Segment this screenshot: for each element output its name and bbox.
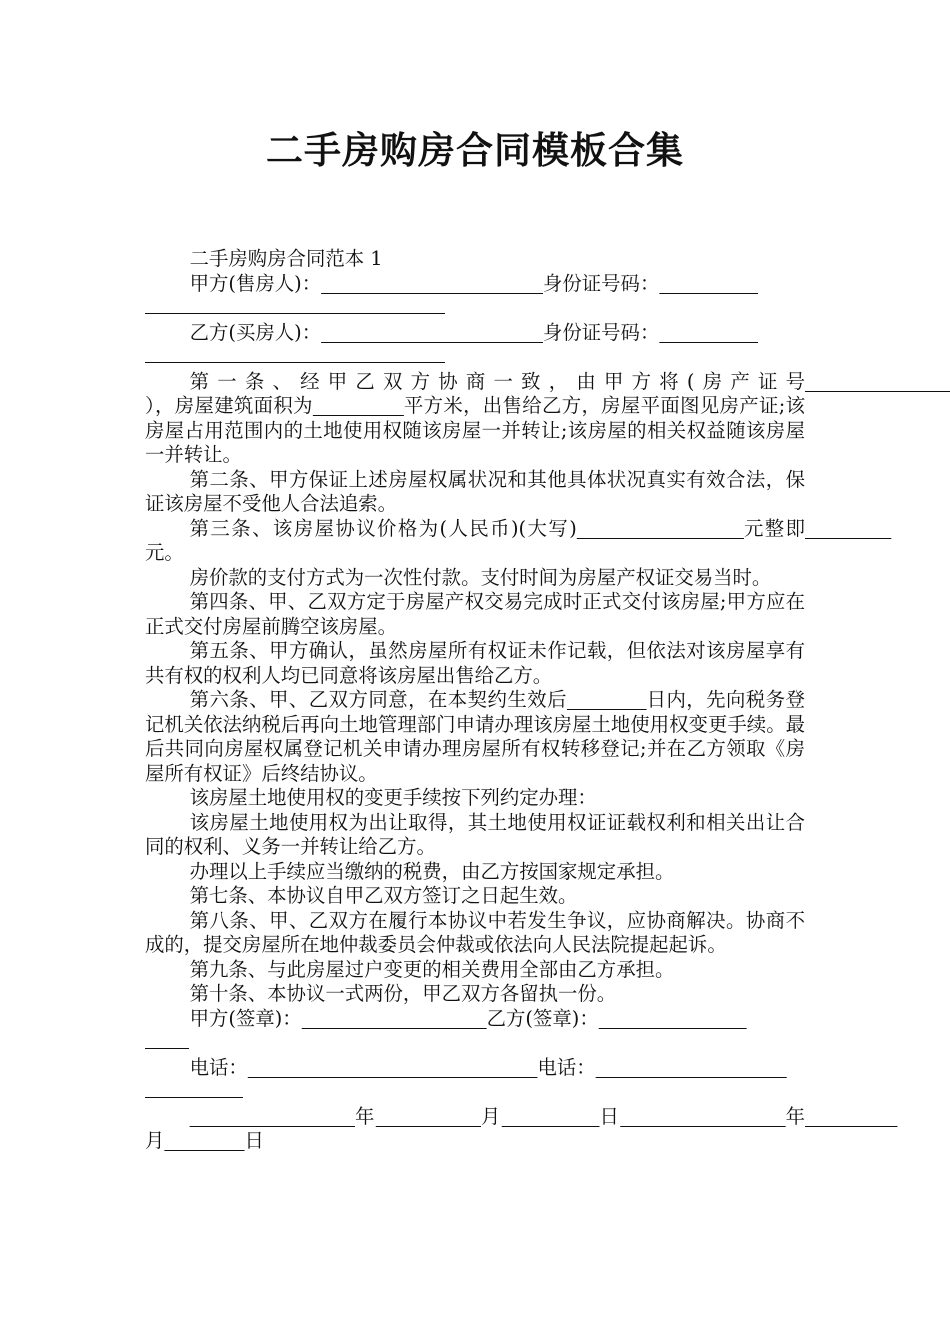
phone-continuation — [145, 1080, 805, 1105]
party-b-label: 乙方(买房人)： — [189, 320, 322, 344]
clause-3: 第三条、该房屋协议价格为(人民币)(大写) 元整即 元。 — [145, 517, 805, 566]
clause-2: 第二条、甲方保证上述房屋权属状况和其他具体状况真实有效合法，保证该房屋不受他人合法追索。 — [145, 467, 805, 515]
land-procedure-taxes: 办理以上手续应当缴纳的税费，由乙方按国家规定承担。 — [189, 859, 675, 883]
party-a-label: 甲方(售房人)： — [189, 271, 322, 295]
party-b-id-continuation — [145, 345, 805, 370]
phone-line — [145, 1056, 805, 1081]
date-line: 年 月 日 年 月 日 — [145, 1105, 805, 1154]
price-number-blank — [805, 517, 891, 540]
month-b-blank — [805, 1105, 897, 1128]
party-a-signature-label: 甲方(签章)： — [189, 1006, 302, 1030]
phone-b-label: 电话： — [537, 1055, 596, 1079]
price-words-blank — [577, 517, 744, 540]
party-a-id-blank — [659, 272, 758, 295]
contract-heading: 二手房购房合同范本 1 — [189, 247, 383, 270]
clause-6: 第六条、甲、乙双方同意，在本契约生效后 日内，先向税务登记机关依法纳税后再向土地管理部门申请办理该房屋土地使用权变更手续。最后共同向房屋权属登记机关申请办理房屋所有权转移登记;并在乙方领取《房屋所有权证》后终结协议。 — [145, 688, 805, 785]
phone-b-blank — [596, 1056, 787, 1079]
clause-8: 第八条、甲、乙双方在履行本协议中若发生争议，应协商解决。协商不成的，提交房屋所在地仲裁委员会仲裁或依法向人民法院提起起诉。 — [145, 908, 805, 956]
contract-body — [145, 247, 805, 1154]
payment-terms: 房价款的支付方式为一次性付款。支付时间为房屋产权证交易当时。 — [189, 565, 772, 589]
signature-line — [145, 1007, 805, 1032]
year-a-blank — [190, 1105, 355, 1128]
land-procedure-detail: 该房屋土地使用权为出让取得，其土地使用权证证载权利和相关出让合同的权利、义务一并转让给乙方。 — [145, 810, 805, 858]
clause-1: 第一条、经甲乙双方协商一致，由甲方将(房产证号 ），房屋建筑面积为 平方米，出售给乙方，房屋平面图见房产证;该房屋占用范围内的土地使用权随该房屋一并转让;该房屋的相关权益随该房屋一并转让。 — [145, 370, 805, 468]
phone-a-blank — [248, 1056, 538, 1079]
month-a-blank — [376, 1105, 481, 1128]
clause-5: 第五条、甲方确认，虽然房屋所有权证未作记载，但依法对该房屋享有共有权的权利人均已同意将该房屋出售给乙方。 — [145, 639, 805, 687]
party-b-id-blank — [659, 321, 758, 344]
days-blank — [567, 688, 647, 711]
party-a-signature-blank — [302, 1007, 487, 1030]
day-a-blank — [502, 1105, 600, 1128]
year-b-blank — [620, 1105, 785, 1128]
party-b-id-label: 身份证号码： — [543, 320, 660, 344]
party-a-name-blank — [321, 272, 543, 295]
certificate-number-blank — [805, 370, 950, 393]
party-b-line — [145, 321, 805, 346]
party-a-id-label: 身份证号码： — [543, 271, 660, 295]
signature-continuation — [145, 1031, 805, 1056]
party-a-id-continuation — [145, 296, 805, 321]
day-b-blank — [164, 1129, 244, 1152]
party-b-name-blank — [321, 321, 543, 344]
clause-4: 第四条、甲、乙双方定于房屋产权交易完成时正式交付该房屋;甲方应在正式交付房屋前腾空该房屋。 — [145, 590, 805, 638]
document-title: 二手房购房合同模板合集 — [266, 129, 684, 172]
party-b-signature-blank — [599, 1007, 747, 1030]
area-blank — [313, 394, 404, 417]
clause-7: 第七条、本协议自甲乙双方签订之日起生效。 — [189, 884, 578, 907]
party-b-signature-label: 乙方(签章)： — [486, 1006, 599, 1030]
clause-9: 第九条、与此房屋过户变更的相关费用全部由乙方承担。 — [189, 957, 675, 981]
clause-10: 第十条、本协议一式两份，甲乙双方各留执一份。 — [189, 982, 617, 1005]
party-a-line — [145, 272, 805, 297]
phone-a-label: 电话： — [189, 1055, 248, 1079]
land-procedure-intro: 该房屋土地使用权的变更手续按下列约定办理： — [189, 786, 597, 809]
